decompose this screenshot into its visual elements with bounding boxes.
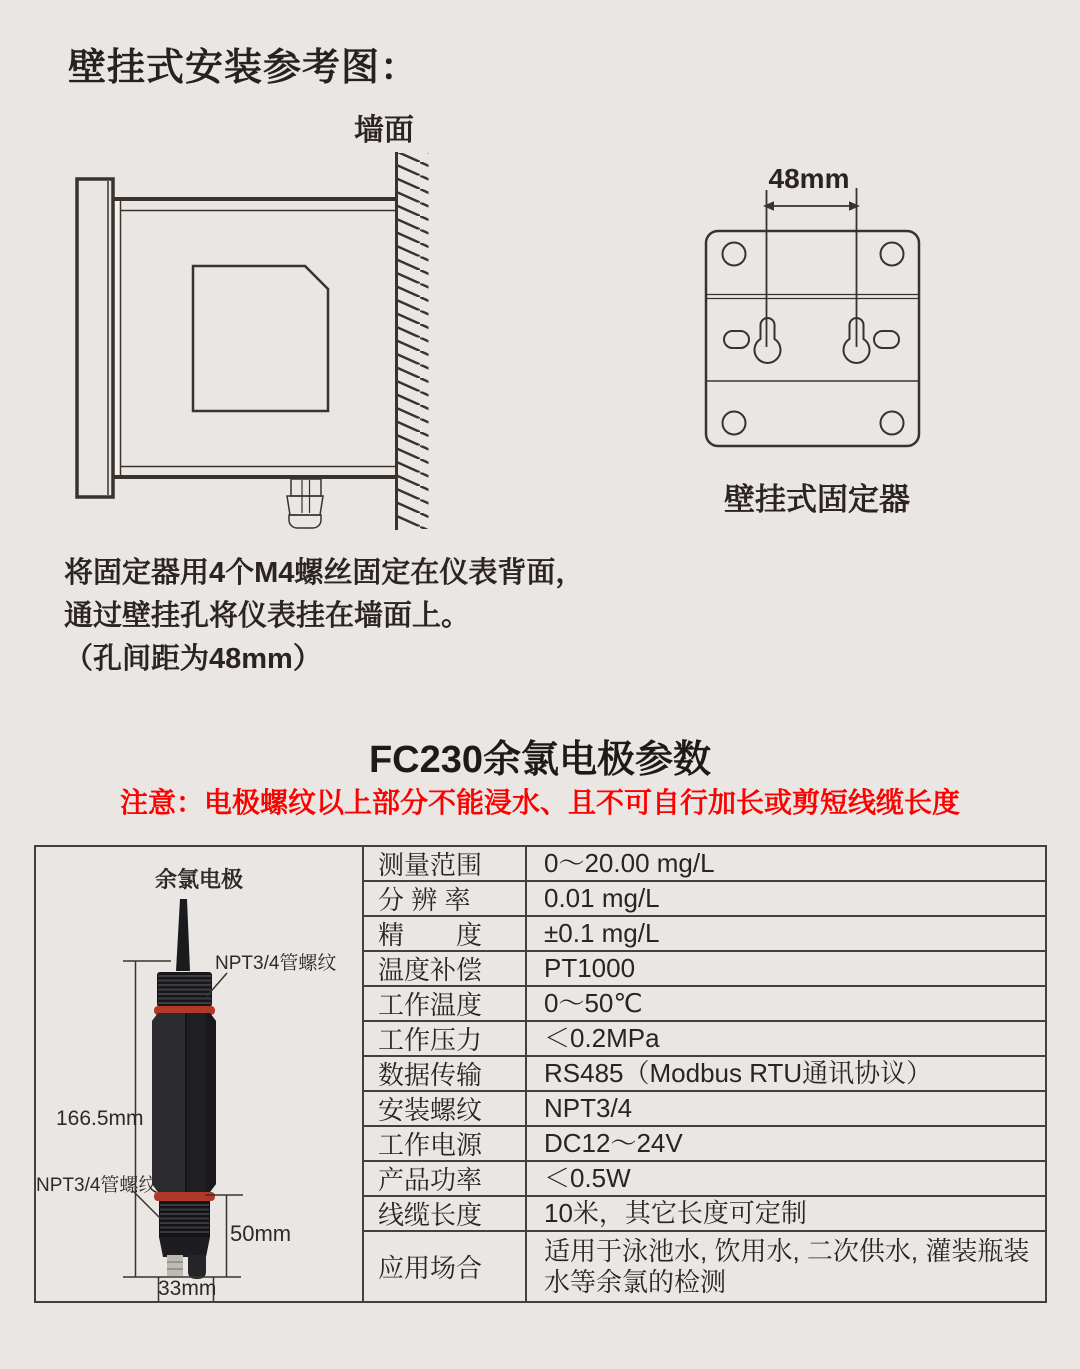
table-row	[364, 847, 1045, 882]
spec-value: ＜0.2MPa	[544, 1023, 660, 1053]
spec-label: 分 辨 率	[364, 882, 527, 915]
dimension-arrow-48mm	[763, 201, 860, 211]
electrode-cable	[176, 899, 190, 971]
table-row	[364, 882, 1045, 917]
spec-value: RS485（Modbus RTU通讯协议）	[544, 1058, 933, 1088]
spec-value: 适用于泳池水, 饮用水, 二次供水, 灌装瓶装水等余氯的检测	[544, 1235, 1030, 1297]
thread-bottom-label: NPT3/4管螺纹	[36, 1175, 158, 1196]
spec-label: 产品功率	[364, 1162, 527, 1195]
spec-value: PT1000	[544, 953, 636, 983]
table-row	[364, 1127, 1045, 1162]
install-note-line: 通过壁挂孔将仪表挂在墙面上。	[64, 600, 471, 632]
keyhole-slot	[755, 318, 781, 363]
oring-bottom	[154, 1192, 215, 1201]
electrode-label: 余氯电极	[154, 867, 243, 892]
electrode-collar	[159, 1237, 210, 1257]
params-title: FC230余氯电极参数	[368, 739, 712, 781]
spec-label: 温度补偿	[364, 952, 527, 985]
table-row	[364, 1197, 1045, 1232]
spec-label: 测量范围	[364, 847, 527, 880]
install-note	[64, 552, 584, 681]
table-row	[364, 1022, 1045, 1057]
spec-label: 精 度	[364, 917, 527, 950]
spec-value: ＜0.5W	[544, 1163, 631, 1193]
page-title: 壁挂式安装参考图：	[68, 47, 420, 89]
display-window	[193, 266, 328, 411]
electrode-hex-body	[152, 1013, 216, 1192]
electrode-bottom-thread	[159, 1201, 210, 1237]
spec-value: 0～20.00 mg/L	[544, 848, 715, 878]
spec-value: 0～50℃	[544, 988, 643, 1018]
spec-label: 线缆长度	[364, 1197, 527, 1230]
instrument-side-view	[77, 152, 429, 530]
tip-length-label: 50mm	[230, 1221, 292, 1246]
table-row	[364, 1092, 1045, 1127]
spec-label: 数据传输	[364, 1057, 527, 1090]
spec-label: 安装螺纹	[364, 1092, 527, 1125]
electrode-photo	[36, 847, 362, 1301]
spec-value: NPT3/4	[544, 1093, 633, 1123]
table-row	[364, 952, 1045, 987]
install-note-line: （孔间距为48mm）	[64, 643, 322, 675]
wall	[397, 152, 429, 530]
cable-gland	[287, 479, 323, 528]
wall-label: 墙面	[354, 114, 414, 147]
spec-label: 应用场合	[364, 1232, 527, 1301]
bracket-label: 壁挂式固定器	[724, 482, 910, 517]
table-row	[364, 1057, 1045, 1092]
spec-label: 工作电源	[364, 1127, 527, 1160]
mount-bracket	[706, 188, 919, 446]
spec-label: 工作温度	[364, 987, 527, 1020]
table-row	[364, 1162, 1045, 1197]
spec-value: ±0.1 mg/L	[544, 918, 660, 948]
spec-rows	[364, 847, 1045, 1301]
electrode-figure-cell	[36, 847, 364, 1301]
electrode-pins	[167, 1255, 206, 1279]
total-length-label: 166.5mm	[56, 1107, 144, 1130]
spec-value: 0.01 mg/L	[544, 883, 660, 913]
table-row	[364, 987, 1045, 1022]
spec-table	[34, 845, 1047, 1303]
table-row	[364, 917, 1045, 952]
tip-width-label: 33mm	[158, 1277, 217, 1300]
hole-spacing-dimension: 48mm	[768, 163, 850, 194]
electrode-top-thread	[157, 972, 212, 1007]
table-row	[364, 1232, 1045, 1301]
wall-hatching	[398, 153, 429, 529]
thread-top-label: NPT3/4管螺纹	[215, 953, 337, 974]
spec-value: 10米，其它长度可定制	[544, 1198, 807, 1228]
warning-text: 注意：电极螺纹以上部分不能浸水、且不可自行加长或剪短线缆长度	[119, 787, 960, 818]
spec-label: 工作压力	[364, 1022, 527, 1055]
spec-value: DC12～24V	[544, 1128, 683, 1158]
install-note-line: 将固定器用4个M4螺丝固定在仪表背面，	[64, 557, 585, 589]
